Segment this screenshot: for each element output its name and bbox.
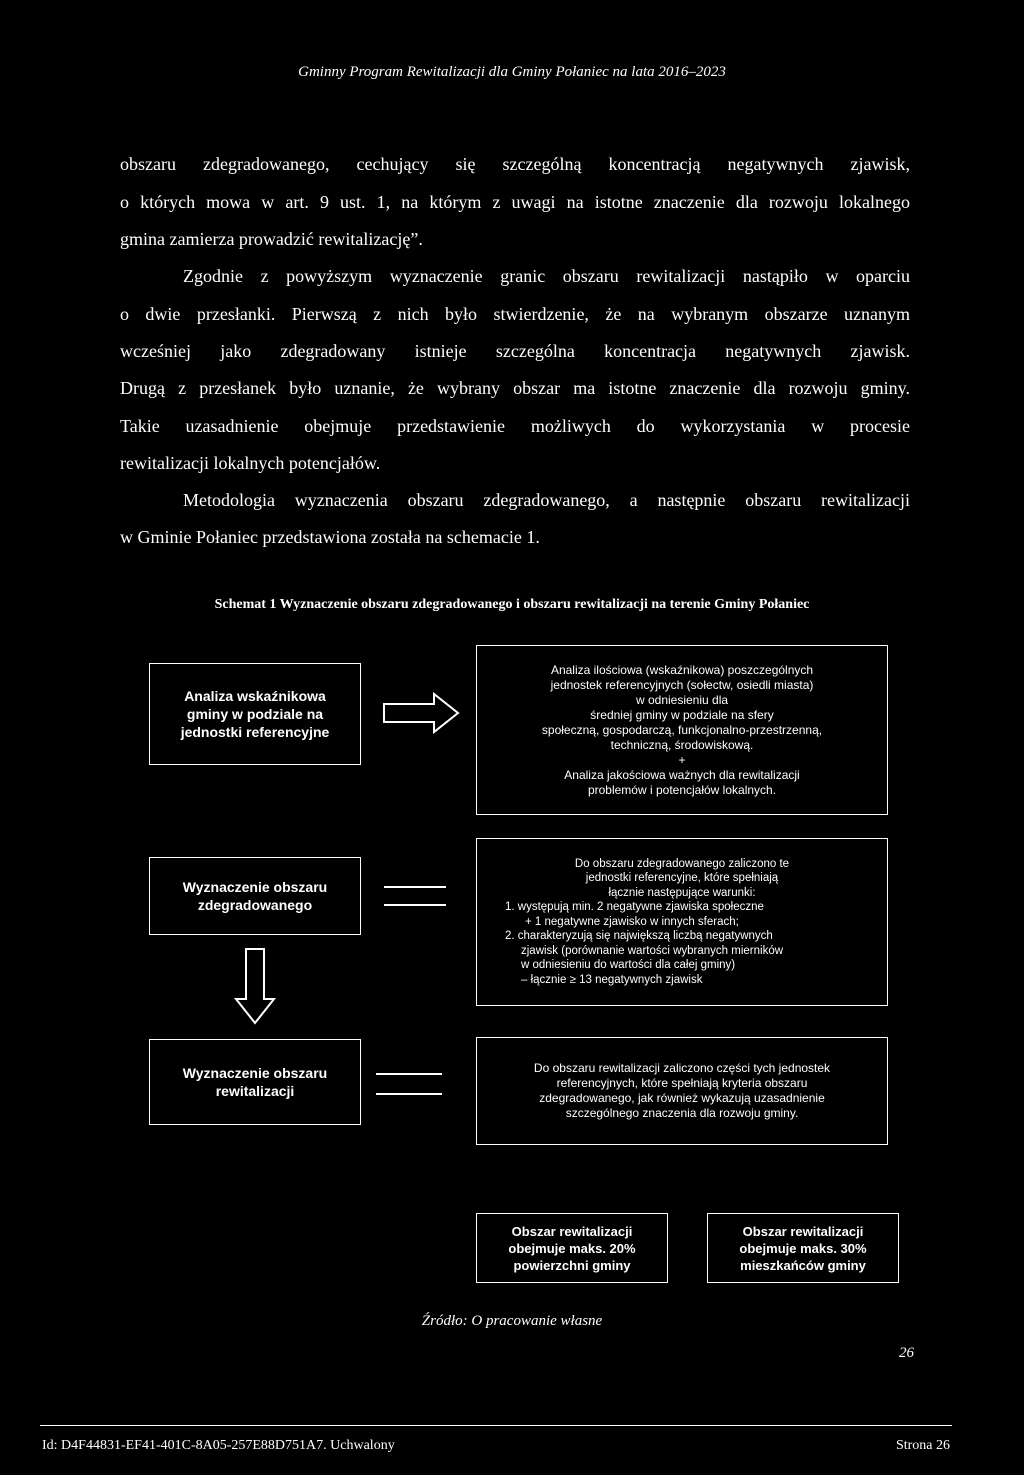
box-wyznaczenie-rewitalizacji (149, 1039, 361, 1125)
body-line-8: Takie uzasadnienie obejmuje przedstawienie możliwych do wykorzystania w procesie (120, 416, 910, 436)
box-line: techniczną, środowiskową. (610, 737, 754, 752)
box-line: obejmuje maks. 20% (508, 1240, 636, 1256)
footer-page: Strona 26 (895, 1438, 950, 1453)
body-line-1: obszaru zdegradowanego, cechujący się szczególną koncentracją negatywnych zjawisk, (120, 154, 910, 174)
schema-caption: Schemat 1 Wyznaczenie obszaru zdegradowanego i obszaru rewitalizacji na terenie Gminy Połaniec (214, 597, 810, 612)
box-limit-powierzchni (476, 1213, 668, 1283)
right-arrow-icon (382, 692, 462, 734)
box-line: jednostek referencyjnych (sołectw, osiedli miasta) (550, 677, 814, 692)
box-line: 1. występują min. 2 negatywne zjawiska społeczne (505, 901, 764, 914)
body-line-11: w Gminie Połaniec przedstawiona została na schemacie 1. (120, 527, 540, 547)
source-note: Źródło: O pracowanie własne (421, 1313, 603, 1329)
box-line: zdegradowanego (197, 897, 313, 913)
footer-document-id: Id: D4F44831-EF41-401C-8A05-257E88D751A7. Uchwalony (42, 1438, 395, 1453)
box-line: w odniesieniu dla (635, 692, 729, 707)
body-line-4: Zgodnie z powyższym wyznaczenie granic obszaru rewitalizacji nastąpiło w oparciu (183, 266, 910, 286)
box-line: Wyznaczenie obszaru (182, 1065, 328, 1081)
box-line: Wyznaczenie obszaru (182, 879, 328, 895)
box-line: Do obszaru zdegradowanego zaliczono te (574, 857, 790, 870)
box-line: Analiza jakościowa ważnych dla rewitalizacji (564, 767, 800, 782)
box-line: Obszar rewitalizacji (742, 1223, 864, 1239)
body-line-6: wcześniej jako zdegradowany istnieje szczególna koncentracja negatywnych zjawisk. (120, 341, 910, 361)
box-line: społeczną, gospodarczą, funkcjonalno-przestrzenną, (541, 722, 823, 737)
box-line: – łącznie ≥ 13 negatywnych zjawisk (521, 973, 703, 986)
box-line: rewitalizacji (215, 1083, 295, 1099)
equals-icon (384, 885, 446, 907)
box-line: jednostki referencyjne, które spełniają (585, 872, 779, 885)
box-line: 2. charakteryzują się największą liczbą negatywnych (505, 930, 773, 943)
equals-icon (376, 1072, 442, 1096)
box-line: + (678, 752, 686, 767)
box-line: szczególnego znaczenia dla rozwoju gminy. (565, 1106, 799, 1120)
body-line-3: gmina zamierza prowadzić rewitalizację”. (120, 229, 423, 249)
box-analiza-wskaznikowa (149, 663, 361, 765)
box-line: Analiza wskaźnikowa (184, 688, 326, 704)
box-line: referencyjnych, które spełniają kryteria obszaru (556, 1076, 808, 1090)
body-line-7: Drugą z przesłanek było uznanie, że wybrany obszar ma istotne znaczenie dla rozwoju gminy. (120, 378, 910, 398)
box-obszar-zdegradowany-warunki (476, 838, 888, 1006)
box-line: powierzchni gminy (513, 1257, 631, 1273)
box-line: Obszar rewitalizacji (511, 1223, 633, 1239)
box-wyznaczenie-zdegradowanego (149, 857, 361, 935)
box-line: obejmuje maks. 30% (739, 1240, 867, 1256)
body-line-2: o których mowa w art. 9 ust. 1, na którym z uwagi na istotne znaczenie dla rozwoju lokalnego (120, 192, 910, 212)
box-line: + 1 negatywne zjawisko w innych sferach; (525, 915, 739, 928)
body-line-10: Metodologia wyznaczenia obszaru zdegradowanego, a następnie obszaru rewitalizacji (183, 490, 910, 510)
box-line: średniej gminy w podziale na sfery (590, 707, 774, 722)
box-line: mieszkańców gminy (740, 1257, 866, 1273)
box-obszar-rewitalizacji-kryteria (476, 1037, 888, 1145)
down-arrow-icon (234, 947, 276, 1027)
body-line-5: o dwie przesłanki. Pierwszą z nich było stwierdzenie, że na wybranym obszarze uznanym (120, 304, 910, 324)
body-line-9: rewitalizacji lokalnych potencjałów. (120, 453, 381, 473)
box-line: gminy w podziale na (186, 706, 324, 722)
box-line: w odniesieniu do wartości dla całej gminy) (521, 959, 736, 972)
page-header: Gminny Program Rewitalizacji dla Gminy Połaniec na lata 2016–2023 (298, 64, 726, 80)
page-number: 26 (899, 1345, 914, 1361)
box-line: jednostki referencyjne (180, 724, 330, 740)
box-limit-mieszkancow (707, 1213, 899, 1283)
box-line: problemów i potencjałów lokalnych. (587, 782, 777, 797)
box-line: Analiza ilościowa (wskaźnikowa) poszczególnych (550, 662, 814, 677)
box-line: zjawisk (porównanie wartości wybranych mierników (521, 944, 784, 957)
box-line: łącznie następujące warunki: (608, 886, 756, 899)
box-line: zdegradowanego, jak również wykazują uzasadnienie (539, 1091, 825, 1105)
footer-divider (40, 1425, 952, 1426)
box-analiza-ilosciowa (476, 645, 888, 815)
box-line: Do obszaru rewitalizacji zaliczono części tych jednostek (533, 1061, 831, 1075)
